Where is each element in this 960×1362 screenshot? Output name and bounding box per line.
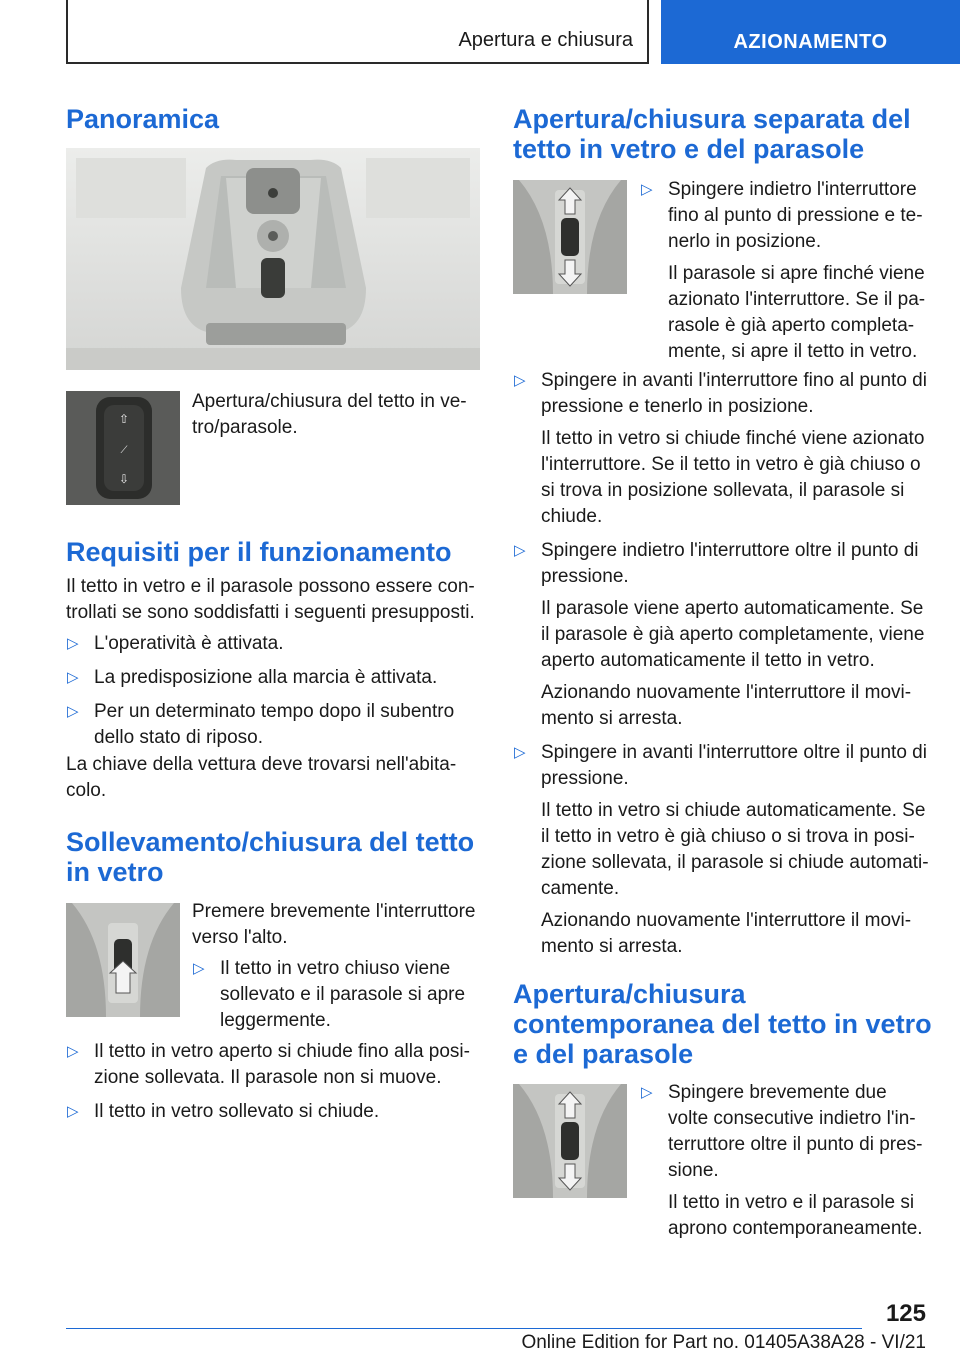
- lift-list: [66, 1039, 480, 1125]
- triangle-icon: ▷: [514, 744, 526, 761]
- page-number: 125: [885, 1300, 926, 1327]
- switch-double-back-photo: [513, 1084, 627, 1198]
- triangle-icon: ▷: [67, 1043, 79, 1060]
- list-item-detail: Il tetto in vetro e il parasole si aprono contemporaneamente.: [668, 1192, 923, 1239]
- list-item: ▷ Il tetto in vetro chiuso viene sollevato e il parasole si apre leggermente.: [193, 958, 466, 1031]
- list-item: ▷ Il tetto in vetro sollevato si chiude.: [66, 1099, 480, 1125]
- list-item-detail: Azionando nuovamente l'interruttore il movi-mento si arresta.: [541, 910, 912, 957]
- list-item-detail: Azionando nuovamente l'interruttore il movi-mento si arresta.: [541, 682, 912, 729]
- list-item: ▷ Per un determinato tempo dopo il subentro dello stato di riposo.: [67, 701, 455, 748]
- list-item: ▷ Il tetto in vetro aperto si chiude fino alla posi-zione sollevata. Il parasole non si muove.: [67, 1041, 470, 1088]
- overview-title: Panoramica: [66, 104, 220, 134]
- separate-list: [513, 368, 933, 960]
- roof-switch-photo: [66, 391, 180, 505]
- triangle-icon: ▷: [514, 542, 526, 559]
- switch-both-photo: [513, 180, 627, 294]
- separate-item-1: [640, 177, 930, 365]
- overview-photo: [66, 148, 480, 370]
- simultaneous-item: [640, 1080, 930, 1242]
- separate-title: Apertura/chiusura separata del tetto in vetro e del parasole: [513, 104, 911, 164]
- requirements-intro: Il tetto in vetro e il parasole possono essere con-trollati se sono soddisfatti i seguenti presupposti.: [66, 576, 475, 623]
- triangle-icon: ▷: [67, 635, 79, 652]
- triangle-icon: ▷: [67, 669, 79, 686]
- header-frame: [66, 0, 649, 64]
- chapter-tab-label: AZIONAMENTO: [733, 31, 888, 53]
- edition-note: Online Edition for Part no. 01405A38A28 - VI/21: [521, 1332, 926, 1353]
- list-item: ▷ Spingere indietro l'interruttore oltre il punto di pressione.: [514, 540, 919, 587]
- list-item: ▷ Spingere in avanti l'interruttore oltre il punto di pressione.: [514, 742, 927, 789]
- svg-text:⟋: ⟋: [120, 445, 128, 456]
- requirements-list: [66, 631, 480, 751]
- list-item-detail: Il tetto in vetro si chiude finché viene azionato l'interruttore. Se il tetto in vetro è già chiuso o si trova in posizione sollevata, il parasole si chiude.: [541, 428, 925, 527]
- simultaneous-title: Apertura/chiusura contemporanea del tetto in vetro e del parasole: [513, 979, 932, 1069]
- list-item: ▷ Spingere indietro l'interruttore fino al punto di pressione e te-nerlo in posizione.: [641, 179, 923, 252]
- requirements-outro: La chiave della vettura deve trovarsi nell'abita-colo.: [66, 754, 457, 801]
- requirements-title: Requisiti per il funzionamento: [66, 537, 452, 567]
- section-title: Apertura e chiusura: [458, 29, 633, 51]
- list-item: ▷ La predisposizione alla marcia è attivata.: [66, 665, 480, 691]
- triangle-icon: ▷: [67, 703, 79, 720]
- lift-title: Sollevamento/chiusura del tetto in vetro: [66, 827, 475, 887]
- footer-rule: [66, 1328, 862, 1329]
- triangle-icon: ▷: [641, 181, 653, 198]
- list-item: ▷ Spingere brevemente due volte consecutive indietro l'in-terruttore oltre il punto di pres-sione.: [641, 1082, 923, 1181]
- switch-caption: Apertura/chiusura del tetto in ve-tro/parasole.: [192, 391, 467, 438]
- lift-list-inner: [192, 956, 480, 1034]
- list-item-detail: Il parasole si apre finché viene azionato l'interruttore. Se il pa-rasole è già aperto completa-mente, si apre il tetto in vetro.: [668, 263, 926, 362]
- chapter-tab[interactable]: [661, 0, 960, 64]
- triangle-icon: ▷: [193, 960, 205, 977]
- lift-intro: Premere brevemente l'interruttore verso l'alto.: [192, 901, 476, 948]
- triangle-icon: ▷: [514, 372, 526, 389]
- list-item-detail: Il parasole viene aperto automaticamente. Se il parasole è già aperto completamente, viene aperto automaticamente il tetto in vetro.: [541, 598, 925, 671]
- triangle-icon: ▷: [67, 1103, 79, 1120]
- list-item: ▷ L'operatività è attivata.: [66, 631, 480, 657]
- svg-text:⇩: ⇩: [118, 472, 130, 486]
- triangle-icon: ▷: [641, 1084, 653, 1101]
- list-item: ▷ Spingere in avanti l'interruttore fino al punto di pressione e tenerlo in posizione.: [514, 370, 927, 417]
- switch-up-photo: [66, 903, 180, 1017]
- svg-text:⇧: ⇧: [118, 412, 130, 426]
- list-item-detail: Il tetto in vetro si chiude automaticamente. Se il tetto in vetro è già chiuso o si trova in posi-zione sollevata, il parasole si chiude automati-camente.: [541, 800, 929, 899]
